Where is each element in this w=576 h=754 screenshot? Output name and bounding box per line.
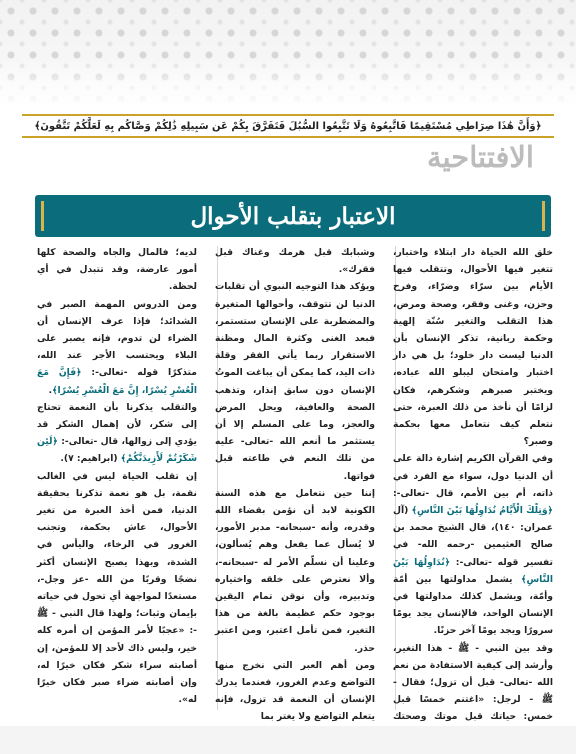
header-verse-bar bbox=[22, 114, 554, 138]
article-column-3 bbox=[37, 244, 197, 714]
article-column-1 bbox=[393, 244, 553, 723]
quran-quote: ﴿لَئِن شَكَرْتُمْ لَأَزِيدَنَّكُمْ﴾ bbox=[37, 436, 197, 465]
paragraph: ومن أهم العبر التي نخرج منها التواضع وعدم الغرور، فعندما يدرك الإنسان أن النعمة قد تزول، فإنه يتعلم التواضع ولا يغتر بما bbox=[215, 659, 375, 723]
page-footer-band bbox=[0, 726, 576, 754]
paragraph: ويؤكد هذا التوجيه النبوي أن تقلبات الدنيا لن تتوقف، وأحوالها المتغيرة والمضطربة على الإنسان ستستمر، فبعد الغنى وكثرة المال ومظنة الاستقرار ربما يأتي الفقر وقلة ذات اليد، كما يمكن أن يباغت الموتُ الإنسان دون سابق إنذار، وتذهب الصحة والعافية، ويحل المرض والعجز، وما على المسلم إلا أن يستثمر ما أنعم الله -تعالى- عليه من تلك النعم في طاعته قبل فواتها. bbox=[215, 281, 375, 482]
article-body bbox=[37, 244, 553, 723]
paragraph: إننا حين نتعامل مع هذه السنة الكونية لابد أن نؤمن بقضاء الله وقدره، وأنه -سبحانه- مدبر الأمور، لا يُسأل عما يفعل وهم يُسألون، وعلينا أن نسلّم الأمر له -سبحانه-، وألا نعترض على خلقه واختياره وتدبيره، وأن نوقن تمام اليقين بوجود حكم عظيمة بالغة من هذا التغير، فمن تأمل اعتبر، ومن اعتبر حذر. bbox=[215, 487, 375, 654]
paragraph: وشبابك قبل هرمك وغناك قبل فقرك». bbox=[215, 247, 375, 276]
paragraph: والتقلب يذكرنا بأن النعمة تحتاج إلى شكر، لأن إهمال الشكر قد يؤدي إلى زوالها، قال -تعالى-: ﴿لَئِن شَكَرْتُمْ لَأَزِيدَنَّكُمْ﴾ (ابراهيم: ٧). bbox=[37, 401, 197, 465]
paragraph: ومن الدروس المهمة الصبر في الشدائد؛ فإذا عرف الإنسان أن الضراء لن تدوم، فإنه يصبر على البلاء ويحتسب الأجر عند الله، متذكرًا قوله -تعالى-: ﴿فَإِنَّ مَعَ الْعُسْرِ يُسْرًا، إِنَّ مَعَ الْعُسْرِ يُسْرًا﴾. bbox=[37, 298, 198, 396]
paragraph: إن تقلب الحياة ليس في الغالب نقمة، بل هو نعمة تذكرنا بحقيقة الدنيا، فمن أخذ العبرة من تغير الأحوال، عاش بحكمة، وتجنب الغرور في الرخاء، واليأس في الشدة، وبهذا يصبح الإنسان أكثر نضجًا وقربًا من الله -عز وجل-، مستعدًا لمواجهة أي تحول في حياته بإيمان وثبات؛ ولهذا قال النبي - ﷺ -: «عجبًا لأمر المؤمن إن أمره كله خير، وليس ذاك لأحد إلا للمؤمن، إن أصابته سراء شكر فكان خيرًا له، وإن أصابته ضراء صبر فكان خيرًا له». bbox=[37, 470, 197, 706]
paragraph: وقد بين النبي - ﷺ - هذا التغير، وأرشد إلى كيفية الاستفادة من نعم الله -تعالى- قبل أن تزول؛ فقال - ﷺ - لرجل: «اغتنم خمسًا قبل خمس: حياتك قبل موتك وصحتك bbox=[393, 642, 553, 723]
paragraph: لديه؛ فالمال والجاه والصحة كلها أمور عارضة، وقد تتبدل في أي لحظة. bbox=[37, 247, 197, 293]
article-title-banner bbox=[35, 195, 551, 237]
article-column-2 bbox=[215, 244, 375, 723]
quran-quote: ﴿نُدَاوِلُهَا بَيْنَ النَّاسِ﴾ bbox=[393, 556, 553, 585]
quran-quote: ﴿وَتِلْكَ الْأَيَّامُ نُدَاوِلُهَا بَيْنَ النَّاسِ﴾ bbox=[411, 505, 553, 517]
quran-quote: ﴿فَإِنَّ مَعَ الْعُسْرِ يُسْرًا، إِنَّ مَعَ الْعُسْرِ يُسْرًا﴾ bbox=[37, 367, 197, 396]
paragraph: خلق الله الحياة دار ابتلاء واختبار، تتغير فيها الأحوال، وتتقلب فيها الأيام بين سرّاء وضرّاء، وفرح وحزن، وغنى وفقر، وصحة ومرض، هذا التقلب والتغير سُنّة إلهية وحكمة ربانية، تذكر الإنسان بأن الدنيا ليست دار خلود؛ بل هي دار اختبار وامتحان ليبلو الله عباده، ويختبر صبرهم وشكرهم، فكان لزامًا أن نأخذ من ذلك العبرة، حتى نتعلم كيف نتعامل معها بحكمة وصبر؟ bbox=[393, 247, 553, 448]
header-ornament-pattern bbox=[0, 0, 576, 108]
section-label: الافتتاحية bbox=[426, 140, 534, 174]
paragraph: وفي القرآن الكريم إشارة دالة على أن الدنيا دول، سواء مع الفرد في ذاته، أم بين الأمم، قال -تعالى-: ﴿وَتِلْكَ الْأَيَّامُ نُدَاوِلُهَا بَيْنَ النَّاسِ﴾ (آل عمران: ١٤٠)، قال الشيخ محمد بن صالح العثيمين -رحمه الله- في تفسير قوله -تعالى-: ﴿نُدَاوِلُهَا بَيْنَ النَّاسِ﴾ يشمل مداولتها بين أمّة وأمّة، ويشمل كذلك مداولتها في الإنسان الواحد، فالإنسان يجد يومًا سرورًا ويجد يومًا آخر حزنًا. bbox=[393, 453, 553, 637]
article-title: الاعتبار بتقلب الأحوال bbox=[190, 202, 396, 230]
header-verse: ﴿وَأَنَّ هَٰذَا صِرَاطِي مُسْتَقِيمًا فَاتَّبِعُوهُ وَلَا تَتَّبِعُوا السُّبُلَ فَتَفَرَّقَ بِكُمْ عَن سَبِيلِهِ ذَٰلِكُمْ وَصَّاكُم بِهِ لَعَلَّكُمْ تَتَّقُونَ﴾ bbox=[34, 120, 542, 132]
